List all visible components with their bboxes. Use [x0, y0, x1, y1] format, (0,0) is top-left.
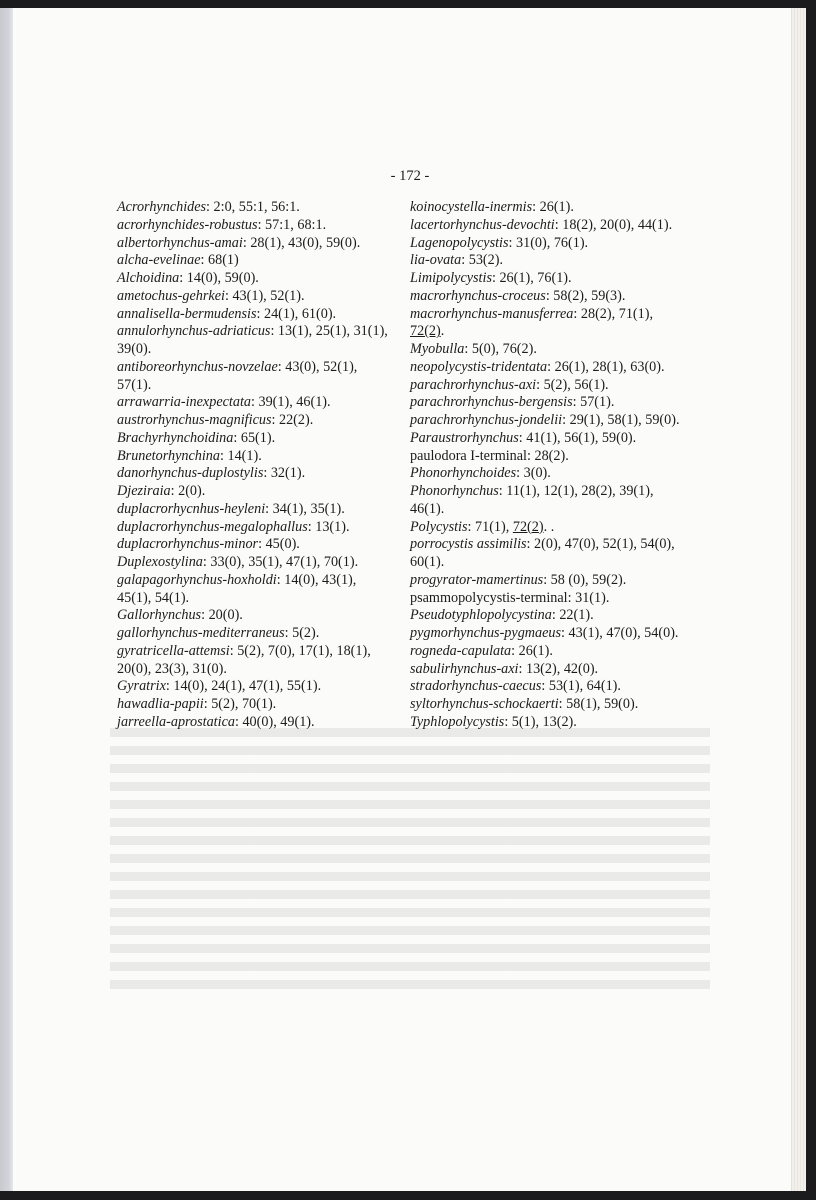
- index-entry: [117, 430, 407, 448]
- taxon-name: acrorhynchides-robustus: [117, 216, 258, 233]
- character-states: : 26(1), 76(1).: [491, 270, 572, 286]
- taxon-name: danorhynchus-duplostylis: [117, 465, 264, 482]
- taxon-name: antiboreorhynchus-novzelae: [117, 358, 278, 375]
- taxon-name: Djeziraia: [117, 483, 171, 499]
- character-states: : 22(1).: [551, 607, 594, 624]
- character-states: : 31(1).: [567, 589, 610, 606]
- taxon-name: pygmorhynchus-pygmaeus: [410, 625, 562, 641]
- character-states: : 33(0), 35(1), 47(1), 70(1).: [202, 554, 359, 570]
- character-states: : 5(2).: [284, 625, 320, 641]
- taxon-name: lia-ovata: [410, 252, 462, 269]
- character-states: : 2(0), 47(0), 52(1), 54(0),: [526, 536, 675, 553]
- taxon-name: Alchoidina: [117, 270, 180, 286]
- taxon-name: Typhlopolycystis: [410, 713, 505, 730]
- taxon-name: jarreella-aprostatica: [117, 713, 235, 730]
- index-entry: [117, 306, 407, 324]
- index-entry: [410, 536, 710, 572]
- index-column-right: [410, 199, 710, 732]
- character-states: : 58 (0), 59(2).: [543, 571, 627, 588]
- character-states: : 57:1, 68:1.: [257, 216, 327, 233]
- index-entry: [117, 554, 407, 572]
- taxon-name: Phonorhynchus: [410, 483, 499, 499]
- index-entry: [410, 412, 710, 430]
- index-entry: [117, 323, 407, 359]
- reverse-side-show-through: [110, 728, 710, 998]
- index-entry: [410, 217, 710, 235]
- index-entry: [117, 678, 407, 696]
- character-states-continued: 20(0), 23(3), 31(0).: [117, 660, 227, 677]
- character-states: : 14(0), 24(1), 47(1), 55(1).: [165, 678, 322, 695]
- index-entry: [117, 412, 407, 430]
- character-states: : 68(1): [200, 252, 239, 269]
- taxon-name: Myobulla: [410, 341, 465, 357]
- character-states-continued: 60(1).: [410, 554, 445, 570]
- index-entry: [410, 306, 710, 342]
- index-column-left: [117, 199, 407, 732]
- taxon-name: Paraustrorhynchus: [410, 429, 519, 446]
- index-entry: [410, 377, 710, 395]
- character-states: : 5(2), 70(1).: [203, 696, 277, 712]
- index-entry: [117, 519, 407, 537]
- character-states: : 45(0).: [258, 536, 300, 553]
- taxon-name: macrorhynchus-croceus: [410, 287, 546, 304]
- book-spine-shadow: [0, 8, 13, 1191]
- taxon-name: syltorhynchus-schockaerti: [410, 696, 559, 712]
- index-entry: [410, 288, 710, 306]
- index-entry: [117, 465, 407, 483]
- index-entry: [117, 199, 407, 217]
- taxon-name: psammopolycystis-terminal: [410, 589, 568, 606]
- character-states-continued: 39(0).: [117, 341, 152, 357]
- character-states: : 71(1),: [467, 518, 513, 535]
- character-states: : 14(1).: [219, 447, 262, 464]
- taxon-name: Gallorhynchus: [117, 607, 202, 624]
- taxon-name: Acrorhynchides: [117, 199, 207, 215]
- taxon-name: albertorhynchus-amai: [117, 234, 243, 251]
- taxon-name: duplacrorhynchus-megalophallus: [117, 518, 308, 535]
- taxon-name: Brachyrhynchoidina: [117, 429, 234, 446]
- index-entry: [410, 270, 710, 288]
- character-states-continued: 57(1).: [117, 376, 152, 393]
- index-entry: [117, 217, 407, 235]
- index-entry: [117, 270, 407, 288]
- character-states: : 24(1), 61(0).: [256, 305, 337, 322]
- index-entry: [410, 394, 710, 412]
- taxon-name: Pseudotyphlopolycystina: [410, 607, 552, 624]
- character-states: : 34(1), 35(1).: [265, 500, 345, 517]
- index-entry: [117, 252, 407, 270]
- taxon-name: Phonorhynchoides: [410, 465, 517, 482]
- index-entry: [117, 394, 407, 412]
- character-states: : 41(1), 56(1), 59(0).: [518, 429, 637, 446]
- character-states: : 32(1).: [263, 465, 306, 482]
- index-entry: [410, 341, 710, 359]
- character-states: : 53(1), 64(1).: [541, 678, 621, 695]
- index-entry: [410, 483, 710, 519]
- taxon-name: neopolycystis-tridentata: [410, 358, 548, 375]
- character-states: : 31(0), 76(1).: [508, 234, 589, 251]
- index-entry: [117, 483, 407, 501]
- taxon-name: sabulirhynchus-axi: [410, 660, 519, 677]
- character-states-tail: .: [440, 323, 445, 340]
- character-states: : 14(0), 59(0).: [179, 270, 259, 286]
- index-entry: [117, 235, 407, 253]
- character-state-underlined: 72(2): [410, 323, 441, 340]
- character-states: : 58(1), 59(0).: [558, 696, 639, 712]
- index-entry: [117, 288, 407, 306]
- character-states-continued: 46(1).: [410, 500, 445, 517]
- character-states: : 5(2), 56(1).: [536, 376, 609, 393]
- character-states: : 13(1), 25(1), 31(1),: [270, 323, 388, 340]
- character-states: : 3(0).: [516, 465, 551, 482]
- taxon-name: parachrorhynchus-jondelii: [410, 412, 563, 428]
- taxon-name: parachrorhynchus-axi: [410, 376, 537, 393]
- taxon-name: macrorhynchus-manusferrea: [410, 305, 574, 322]
- index-entry: [117, 536, 407, 554]
- character-states: : 40(0), 49(1).: [234, 713, 315, 730]
- character-states: : 53(2).: [461, 252, 504, 269]
- index-entry: [117, 714, 407, 732]
- index-entry: [117, 501, 407, 519]
- character-states: : 28(1), 43(0), 59(0).: [242, 234, 361, 251]
- index-entry: [117, 696, 407, 714]
- character-states: : 22(2).: [271, 412, 314, 428]
- taxon-name: gallorhynchus-mediterraneus: [117, 625, 285, 641]
- taxon-name: ametochus-gehrkei: [117, 287, 225, 304]
- index-entry: [410, 696, 710, 714]
- taxon-name: annalisella-bermudensis: [117, 305, 257, 322]
- character-states-tail: . .: [543, 518, 555, 535]
- index-entry: [117, 643, 407, 679]
- index-entry: [117, 448, 407, 466]
- character-states: : 20(0).: [201, 607, 243, 624]
- character-states: : 26(1), 28(1), 63(0).: [547, 358, 665, 375]
- character-states: : 39(1), 46(1).: [250, 394, 331, 411]
- taxon-name: duplacrorhycnhus-heyleni: [117, 500, 266, 517]
- index-entry: [410, 661, 710, 679]
- character-states: : 58(2), 59(3).: [545, 287, 626, 304]
- index-entry: [117, 625, 407, 643]
- taxon-name: austrorhynchus-magnificus: [117, 412, 272, 428]
- taxon-name: Gyratrix: [117, 678, 166, 695]
- character-states: : 18(2), 20(0), 44(1).: [554, 216, 673, 233]
- character-states: : 43(0), 52(1),: [277, 358, 358, 375]
- character-states: : 43(1), 52(1).: [224, 287, 305, 304]
- index-entry: [410, 252, 710, 270]
- character-states: : 5(2), 7(0), 17(1), 18(1),: [229, 642, 371, 659]
- character-states: : 28(2), 71(1),: [573, 305, 653, 322]
- taxon-name: paulodora I-terminal: [410, 447, 527, 464]
- index-entry: [410, 643, 710, 661]
- index-entry: [410, 572, 710, 590]
- index-entry: [410, 714, 710, 732]
- taxon-name: Duplexostylina: [117, 554, 203, 570]
- character-states-continued: 45(1), 54(1).: [117, 589, 190, 606]
- taxon-name: lacertorhynchus-devochti: [410, 216, 555, 233]
- index-entry: [117, 607, 407, 625]
- index-entry: [410, 465, 710, 483]
- character-states: : 26(1).: [511, 642, 553, 659]
- taxon-name: annulorhynchus-adriaticus: [117, 323, 271, 340]
- character-states-continued: [410, 323, 710, 341]
- index-entry: [410, 430, 710, 448]
- index-entry: [410, 678, 710, 696]
- character-states: : 11(1), 12(1), 28(2), 39(1),: [498, 483, 654, 499]
- character-states: : 5(0), 76(2).: [464, 341, 537, 357]
- taxon-name: Lagenopolycystis: [410, 234, 509, 251]
- taxon-name: Polycystis: [410, 518, 468, 535]
- taxon-name: alcha-evelinae: [117, 252, 201, 269]
- taxon-name: hawadlia-papii: [117, 696, 204, 712]
- character-states: : 14(0), 43(1),: [276, 571, 357, 588]
- index-entry: [117, 572, 407, 608]
- index-entry: [410, 625, 710, 643]
- index-entry: [410, 590, 710, 608]
- page-number: - 172 -: [390, 168, 430, 184]
- character-states: : 2:0, 55:1, 56:1.: [206, 199, 300, 215]
- taxon-name: Limipolycystis: [410, 270, 492, 286]
- index-entry: [410, 199, 710, 217]
- character-state-underlined: 72(2): [512, 518, 544, 535]
- page-fore-edge: [791, 8, 806, 1191]
- character-states: : 43(1), 47(0), 54(0).: [561, 625, 679, 641]
- taxon-name: progyrator-mamertinus: [410, 571, 544, 588]
- character-states: : 13(1).: [307, 518, 350, 535]
- character-states: : 29(1), 58(1), 59(0).: [562, 412, 680, 428]
- taxon-name: koinocystella-inermis: [410, 199, 533, 215]
- taxon-name: gyratricella-attemsi: [117, 642, 230, 659]
- character-states: : 13(2), 42(0).: [518, 660, 599, 677]
- character-states: : 28(2).: [527, 447, 569, 464]
- taxon-name: stradorhynchus-caecus: [410, 678, 542, 695]
- taxon-name: Brunetorhynchina: [117, 447, 220, 464]
- taxon-name: rogneda-capulata: [410, 642, 512, 659]
- character-states: : 2(0).: [170, 483, 206, 499]
- index-entry: [410, 448, 710, 466]
- index-entry: [410, 359, 710, 377]
- taxon-name: parachrorhynchus-bergensis: [410, 394, 573, 411]
- character-states: : 65(1).: [233, 429, 276, 446]
- character-states: : 26(1).: [532, 199, 574, 215]
- taxon-name: arrawarria-inexpectata: [117, 394, 251, 411]
- character-states: : 57(1).: [572, 394, 615, 411]
- index-entry: [410, 235, 710, 253]
- index-entry: [410, 607, 710, 625]
- character-states: : 5(1), 13(2).: [504, 713, 577, 730]
- index-entry: [117, 359, 407, 395]
- taxon-name: galapagorhynchus-hoxholdi: [117, 571, 277, 588]
- taxon-name: porrocystis assimilis: [410, 536, 527, 553]
- taxon-name: duplacrorhynchus-minor: [117, 536, 259, 553]
- index-entry: [410, 519, 710, 537]
